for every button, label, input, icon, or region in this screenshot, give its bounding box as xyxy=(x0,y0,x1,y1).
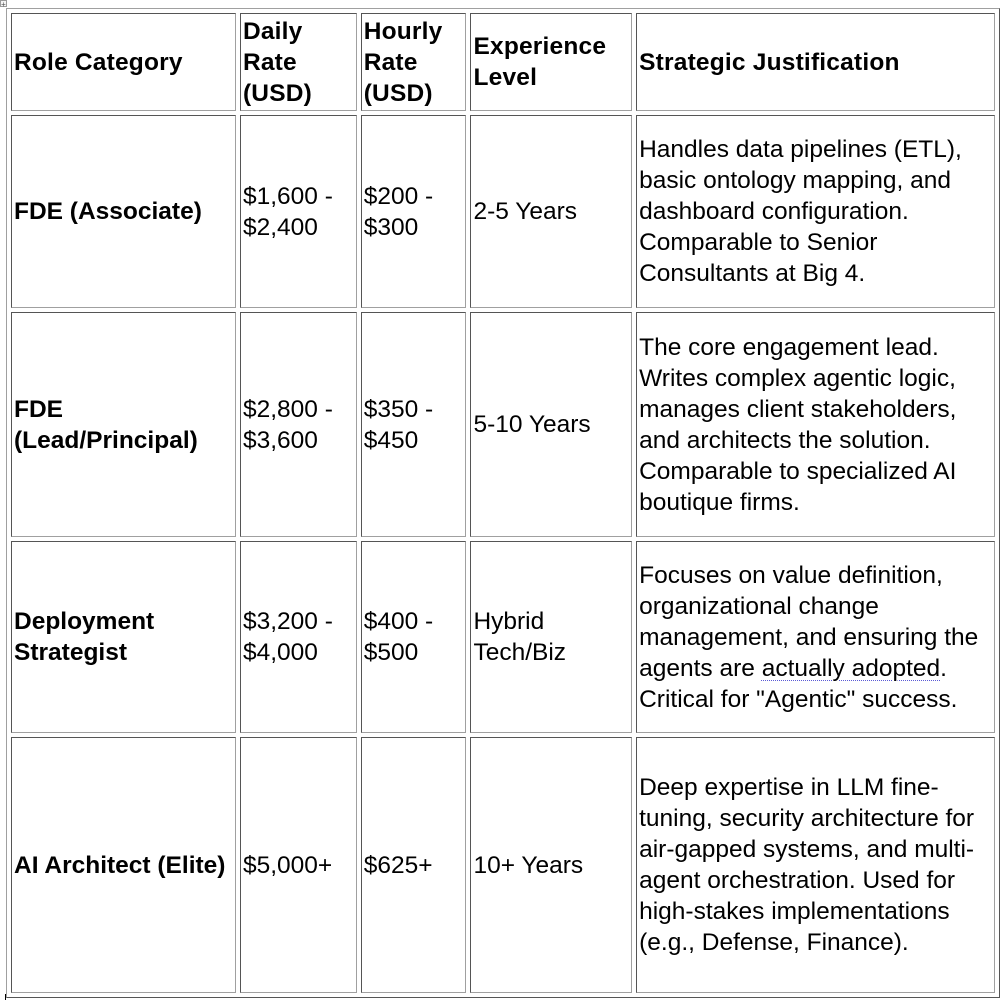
table-row xyxy=(11,541,995,733)
cell-justification: Handles data pipelines (ETL), basic ontology mapping, and dashboard configuration. Comparable to Senior Consultants at Big 4. xyxy=(636,115,995,308)
table-row xyxy=(11,115,995,308)
cell-experience: Hybrid Tech/Biz xyxy=(470,541,632,733)
cell-role: Deployment Strategist xyxy=(11,541,236,733)
cell-daily-rate: $3,200 - $4,000 xyxy=(240,541,357,733)
cell-justification: Deep expertise in LLM fine-tuning, security architecture for air-gapped systems, and multi-agent orchestration. Used for high-stakes implementations (e.g., Defense, Finance). xyxy=(636,737,995,993)
cell-experience: 5-10 Years xyxy=(470,312,632,537)
cell-hourly-rate: $400 - $500 xyxy=(361,541,467,733)
justification-text: . Critical for "Agentic" success. xyxy=(639,654,958,713)
rates-table xyxy=(6,8,1000,998)
header-experience-level: Experience Level xyxy=(470,13,632,111)
cell-justification xyxy=(636,541,995,733)
cell-role: FDE (Lead/Principal) xyxy=(11,312,236,537)
cell-hourly-rate: $350 - $450 xyxy=(361,312,467,537)
cell-hourly-rate: $625+ xyxy=(361,737,467,993)
justification-text: Focuses on value definition, organizational change management, and ensuring the agents are xyxy=(639,561,979,682)
table-row xyxy=(11,737,995,993)
cell-daily-rate: $5,000+ xyxy=(240,737,357,993)
cell-role: AI Architect (Elite) xyxy=(11,737,236,993)
header-daily-rate: Daily Rate (USD) xyxy=(240,13,357,111)
header-role-category: Role Category xyxy=(11,13,236,111)
cell-justification: The core engagement lead. Writes complex agentic logic, manages client stakeholders, and architects the solution. Comparable to specialized AI boutique firms. xyxy=(636,312,995,537)
cell-experience: 2-5 Years xyxy=(470,115,632,308)
header-hourly-rate: Hourly Rate (USD) xyxy=(361,13,467,111)
cell-daily-rate: $2,800 - $3,600 xyxy=(240,312,357,537)
cell-role: FDE (Associate) xyxy=(11,115,236,308)
cell-hourly-rate: $200 - $300 xyxy=(361,115,467,308)
text-caret xyxy=(5,994,6,1000)
table-row xyxy=(11,312,995,537)
annotated-text[interactable]: actually adopted xyxy=(761,654,941,682)
table-move-handle-icon[interactable]: + xyxy=(1,0,6,9)
table-header-row xyxy=(11,13,995,111)
header-strategic-justification: Strategic Justification xyxy=(636,13,995,111)
cell-experience: 10+ Years xyxy=(470,737,632,993)
cell-daily-rate: $1,600 - $2,400 xyxy=(240,115,357,308)
